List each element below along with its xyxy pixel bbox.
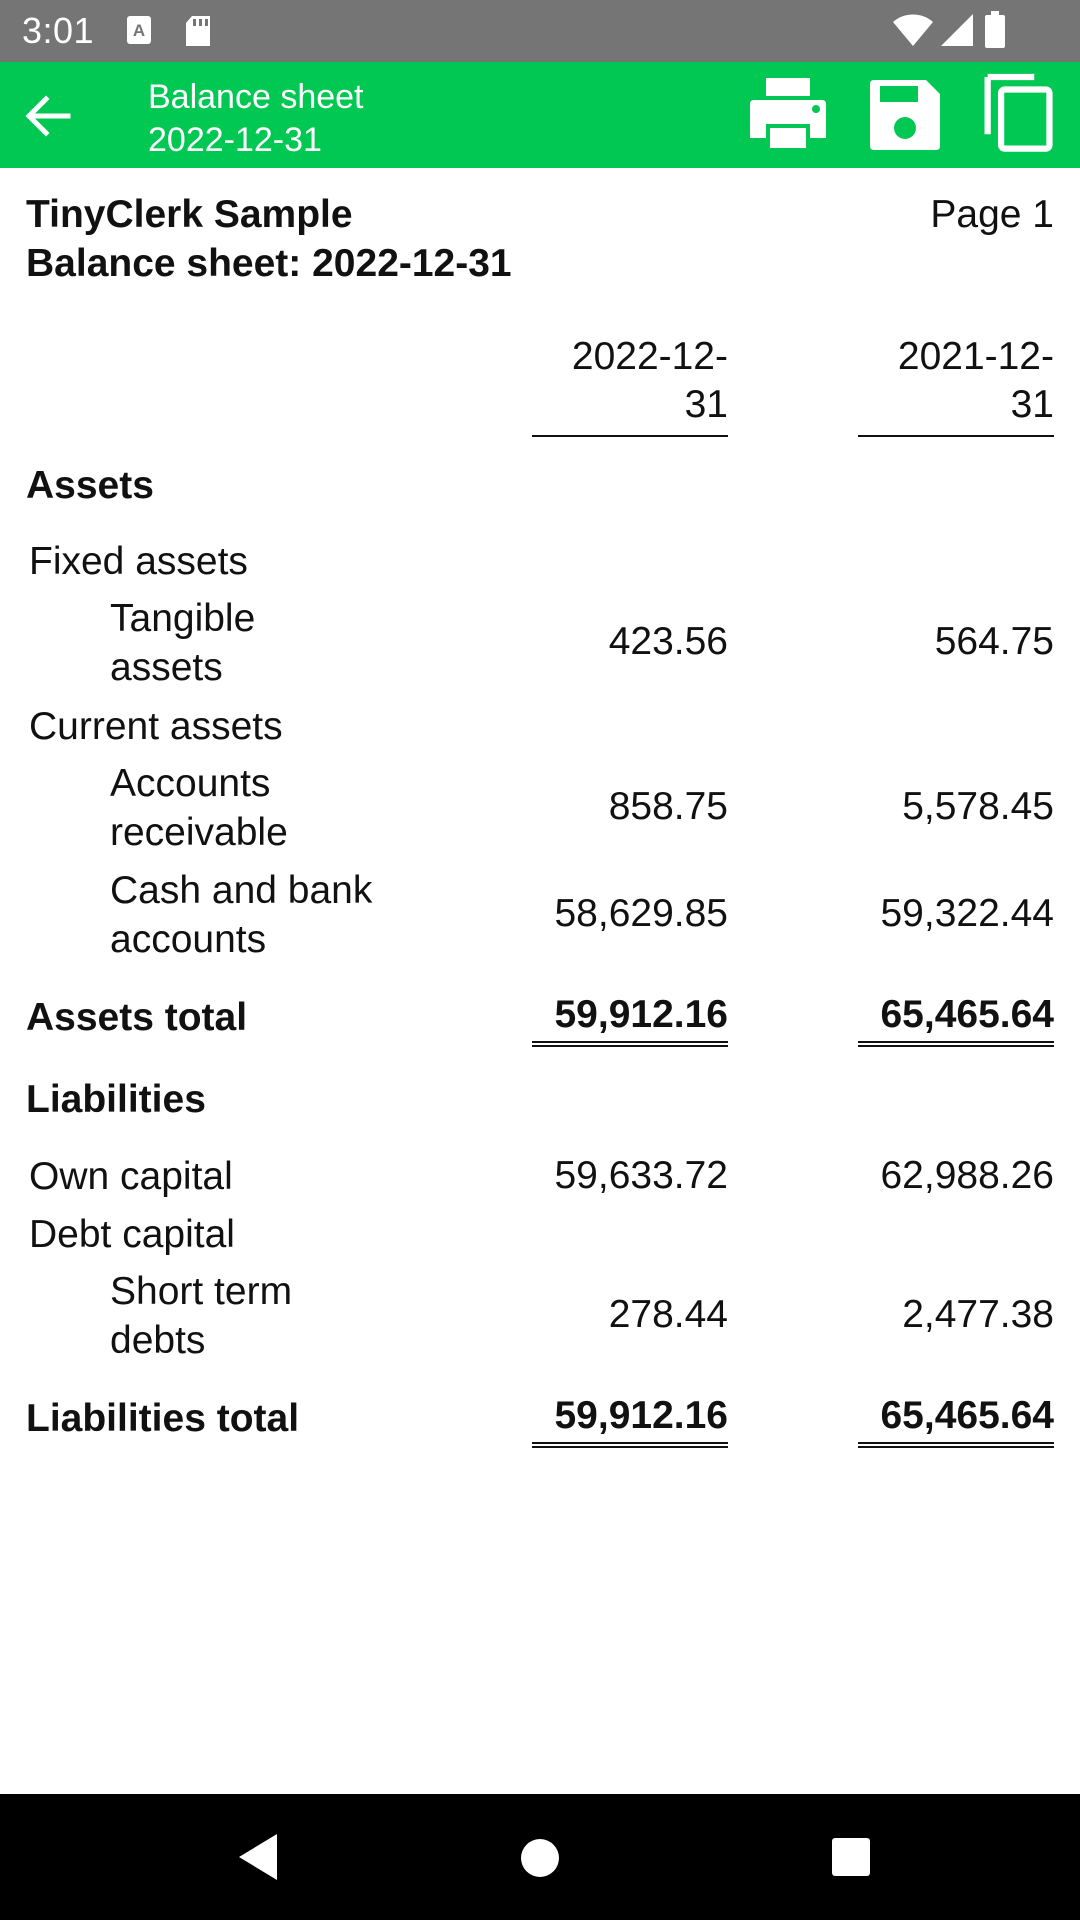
assets-total-label: Assets total	[26, 996, 248, 1039]
own-capital-2022: 59,633.72	[554, 1154, 728, 1197]
column-header-2022: 2022-12- 31	[532, 333, 728, 437]
sd-card-icon	[184, 15, 212, 47]
app-bar-title	[148, 76, 364, 162]
recents-square-icon[interactable]	[830, 1836, 872, 1878]
column-header-2021: 2021-12- 31	[858, 333, 1054, 437]
tangible-assets-2021: 564.75	[934, 620, 1054, 663]
back-arrow-icon[interactable]	[22, 90, 74, 142]
fixed-assets-label: Fixed assets	[29, 540, 248, 583]
svg-text:A: A	[132, 21, 146, 40]
system-nav-bar	[0, 1794, 1080, 1920]
own-capital-label: Own capital	[29, 1155, 233, 1198]
cash-bank-2021: 59,322.44	[880, 892, 1054, 935]
copy-icon[interactable]	[978, 68, 1060, 154]
assets-total-2022: 59,912.16	[532, 993, 728, 1047]
status-time: 3:01	[22, 10, 95, 51]
accounts-receivable-2022: 858.75	[608, 785, 728, 828]
tangible-assets-2022: 423.56	[608, 620, 728, 663]
short-term-debts-2022: 278.44	[608, 1293, 728, 1336]
accounts-receivable-2021: 5,578.45	[902, 785, 1054, 828]
tangible-assets-label: Tangible assets	[110, 597, 256, 689]
cash-bank-2022: 58,629.85	[554, 892, 728, 935]
save-icon[interactable]	[866, 72, 944, 158]
liabilities-total-label: Liabilities total	[26, 1397, 300, 1440]
report-subtitle: Balance sheet: 2022-12-31	[26, 242, 512, 285]
liabilities-total-2022: 59,912.16	[532, 1394, 728, 1448]
short-term-debts-2021: 2,477.38	[902, 1293, 1054, 1336]
app-bar-title-line1: Balance sheet	[148, 78, 364, 116]
status-bar	[0, 0, 1080, 62]
debt-capital-label: Debt capital	[29, 1213, 235, 1256]
liabilities-heading: Liabilities	[26, 1078, 206, 1121]
battery-icon	[984, 11, 1006, 49]
print-icon[interactable]	[746, 72, 830, 158]
cash-bank-label: Cash and bank accounts	[110, 869, 373, 961]
app-bar	[0, 62, 1080, 168]
company-name: TinyClerk Sample	[26, 193, 353, 236]
short-term-debts-label: Short term debts	[110, 1270, 293, 1362]
page-number: Page 1	[930, 193, 1054, 236]
app-bar-title-line2: 2022-12-31	[148, 121, 322, 159]
own-capital-2021: 62,988.26	[880, 1154, 1054, 1197]
assets-total-2021: 65,465.64	[858, 993, 1054, 1047]
back-triangle-icon[interactable]	[236, 1832, 280, 1882]
font-notification-icon	[126, 15, 152, 45]
current-assets-label: Current assets	[29, 705, 283, 748]
assets-heading: Assets	[26, 464, 154, 507]
cell-signal-icon	[940, 13, 974, 47]
liabilities-total-2021: 65,465.64	[858, 1394, 1054, 1448]
wifi-icon	[892, 13, 934, 47]
accounts-receivable-label: Accounts receivable	[110, 762, 288, 854]
home-circle-icon[interactable]	[518, 1836, 562, 1880]
